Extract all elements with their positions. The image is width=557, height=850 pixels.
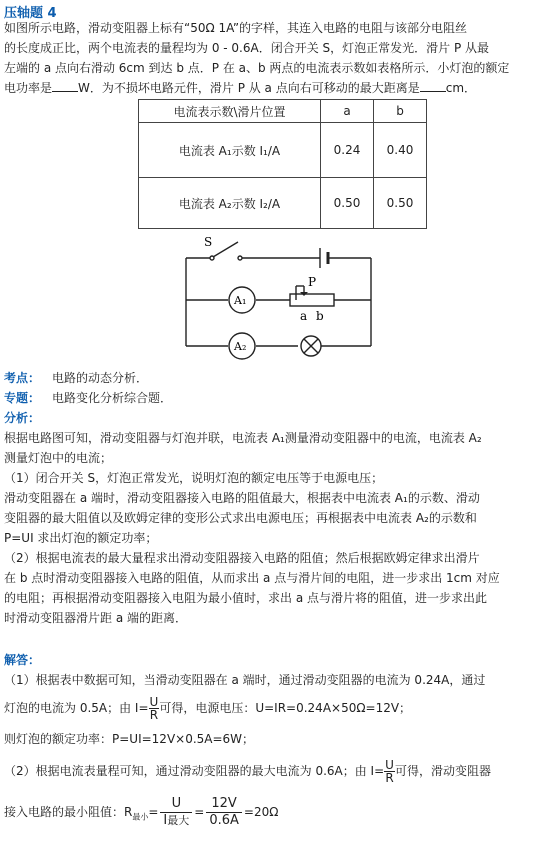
problem-statement: 如图所示电路，滑动变阻器上标有“50Ω 1A”的字样，其连入电路的电阻与该部分电阻丝 的长度成正比，两个电流表的量程均为 0 - 0.6A．闭合开关 S，灯泡正常发光．滑片 P 从最 左端的 a 点向右滑动 6cm 到达 b 点．P 在 a、b 两点的电流表示数如表格所示．小灯泡的额定 电功率是 W．为不损坏电路元件，滑片 P 从 a 点向右可移动的最大距离是 cm． xyxy=(4,21,510,95)
ammeter-1-label: A₁ xyxy=(234,294,247,307)
table-cell: 电流表 A₁示数 I₁/A xyxy=(139,123,321,178)
answer-blank-2 xyxy=(420,79,446,92)
ammeter-2-label: A₂ xyxy=(234,340,247,353)
point-a-label: a xyxy=(300,309,308,323)
table-row xyxy=(139,123,427,178)
answer-blank-1 xyxy=(52,79,78,92)
problem-title: 压轴题 4 xyxy=(4,6,57,21)
switch-lever xyxy=(213,242,238,257)
answer-heading: 解答： xyxy=(4,653,41,667)
zhuanti-line: 专题： 电路变化分析综合题． xyxy=(4,391,173,405)
table-header-cell: 电流表示数\滑片位置 xyxy=(139,100,321,123)
data-table xyxy=(138,99,427,229)
slider-label: P xyxy=(308,275,317,289)
kaodian-line: 考点： 电路的动态分析． xyxy=(4,371,149,385)
min-resistance-formula: 接入电路的最小阻值：$R_{最小}=$ $\frac{U}{\text{I最大}}$ = $\frac{12V}{0.6A}$ =20Ω xyxy=(4,796,279,828)
point-b-label: b xyxy=(316,309,324,323)
analysis-section: 分析： 根据电路图可知，滑动变阻器与灯泡并联，电流表 A₁测量滑动变阻器中的电流，电流表 A₂ 测量灯泡中的电流； （1）闭合开关 S，灯泡正常发光，说明灯泡的额定电压等于电源电压； 滑动变阻器在 a 端时，滑动变阻器接入电路的阻值最大，根据表中电流表 A₁的示数、滑动 变阻器的最大阻值以及欧姆定律的变形公式求出电源电压；再根据表中电流表 A₂的示数和 P=UI 求出灯泡的额定功率； （2）根据电流表的最大量程求出滑动变阻器接入电路的阻值；然后根据欧姆定律求出滑片 在 b 点时滑动变阻器接入电路的阻值，从而求出 a 点与滑片间的电阻，进一步求出 1cm 对应 的电阻；再根据滑动变阻器接入电阻为最小值时，求出 a 点与滑片将的阻值，进一步求出此 时滑动变阻器滑片距 a 端的距离． xyxy=(4,408,552,628)
table-row xyxy=(139,178,427,229)
table-cell: 0.50 xyxy=(374,178,427,229)
analysis-heading: 分析： xyxy=(4,411,41,425)
table-header-cell: a xyxy=(321,100,374,123)
answer-section: 解答： （1）根据表中数据可知，当滑动变阻器在 a 端时，通过滑动变阻器的电流为 0.24A，通过 灯泡的电流为 0.5A；由 I= $\frac{U}{R}$ 可得，电源电压：U=IR=0.24A×50Ω=12V； 则灯泡的额定功率：P=UI=12V×0.5A=6W； （2）根据电流表量程可知，通过滑动变阻器的最大电流为 0.6A；由 I= $\frac{U}{R}$ 可得，滑动变阻器 xyxy=(4,650,552,784)
table-header-cell: b xyxy=(374,100,427,123)
table-cell: 0.40 xyxy=(374,123,427,178)
circuit-diagram xyxy=(178,236,378,364)
table-cell: 电流表 A₂示数 I₂/A xyxy=(139,178,321,229)
ohm-fraction: $\frac{U}{R}$ xyxy=(385,758,394,785)
switch-label: S xyxy=(204,236,213,249)
table-header-row xyxy=(139,100,427,123)
ohm-fraction: $\frac{U}{R}$ xyxy=(149,695,159,722)
table-cell: 0.50 xyxy=(321,178,374,229)
table-cell: 0.24 xyxy=(321,123,374,178)
